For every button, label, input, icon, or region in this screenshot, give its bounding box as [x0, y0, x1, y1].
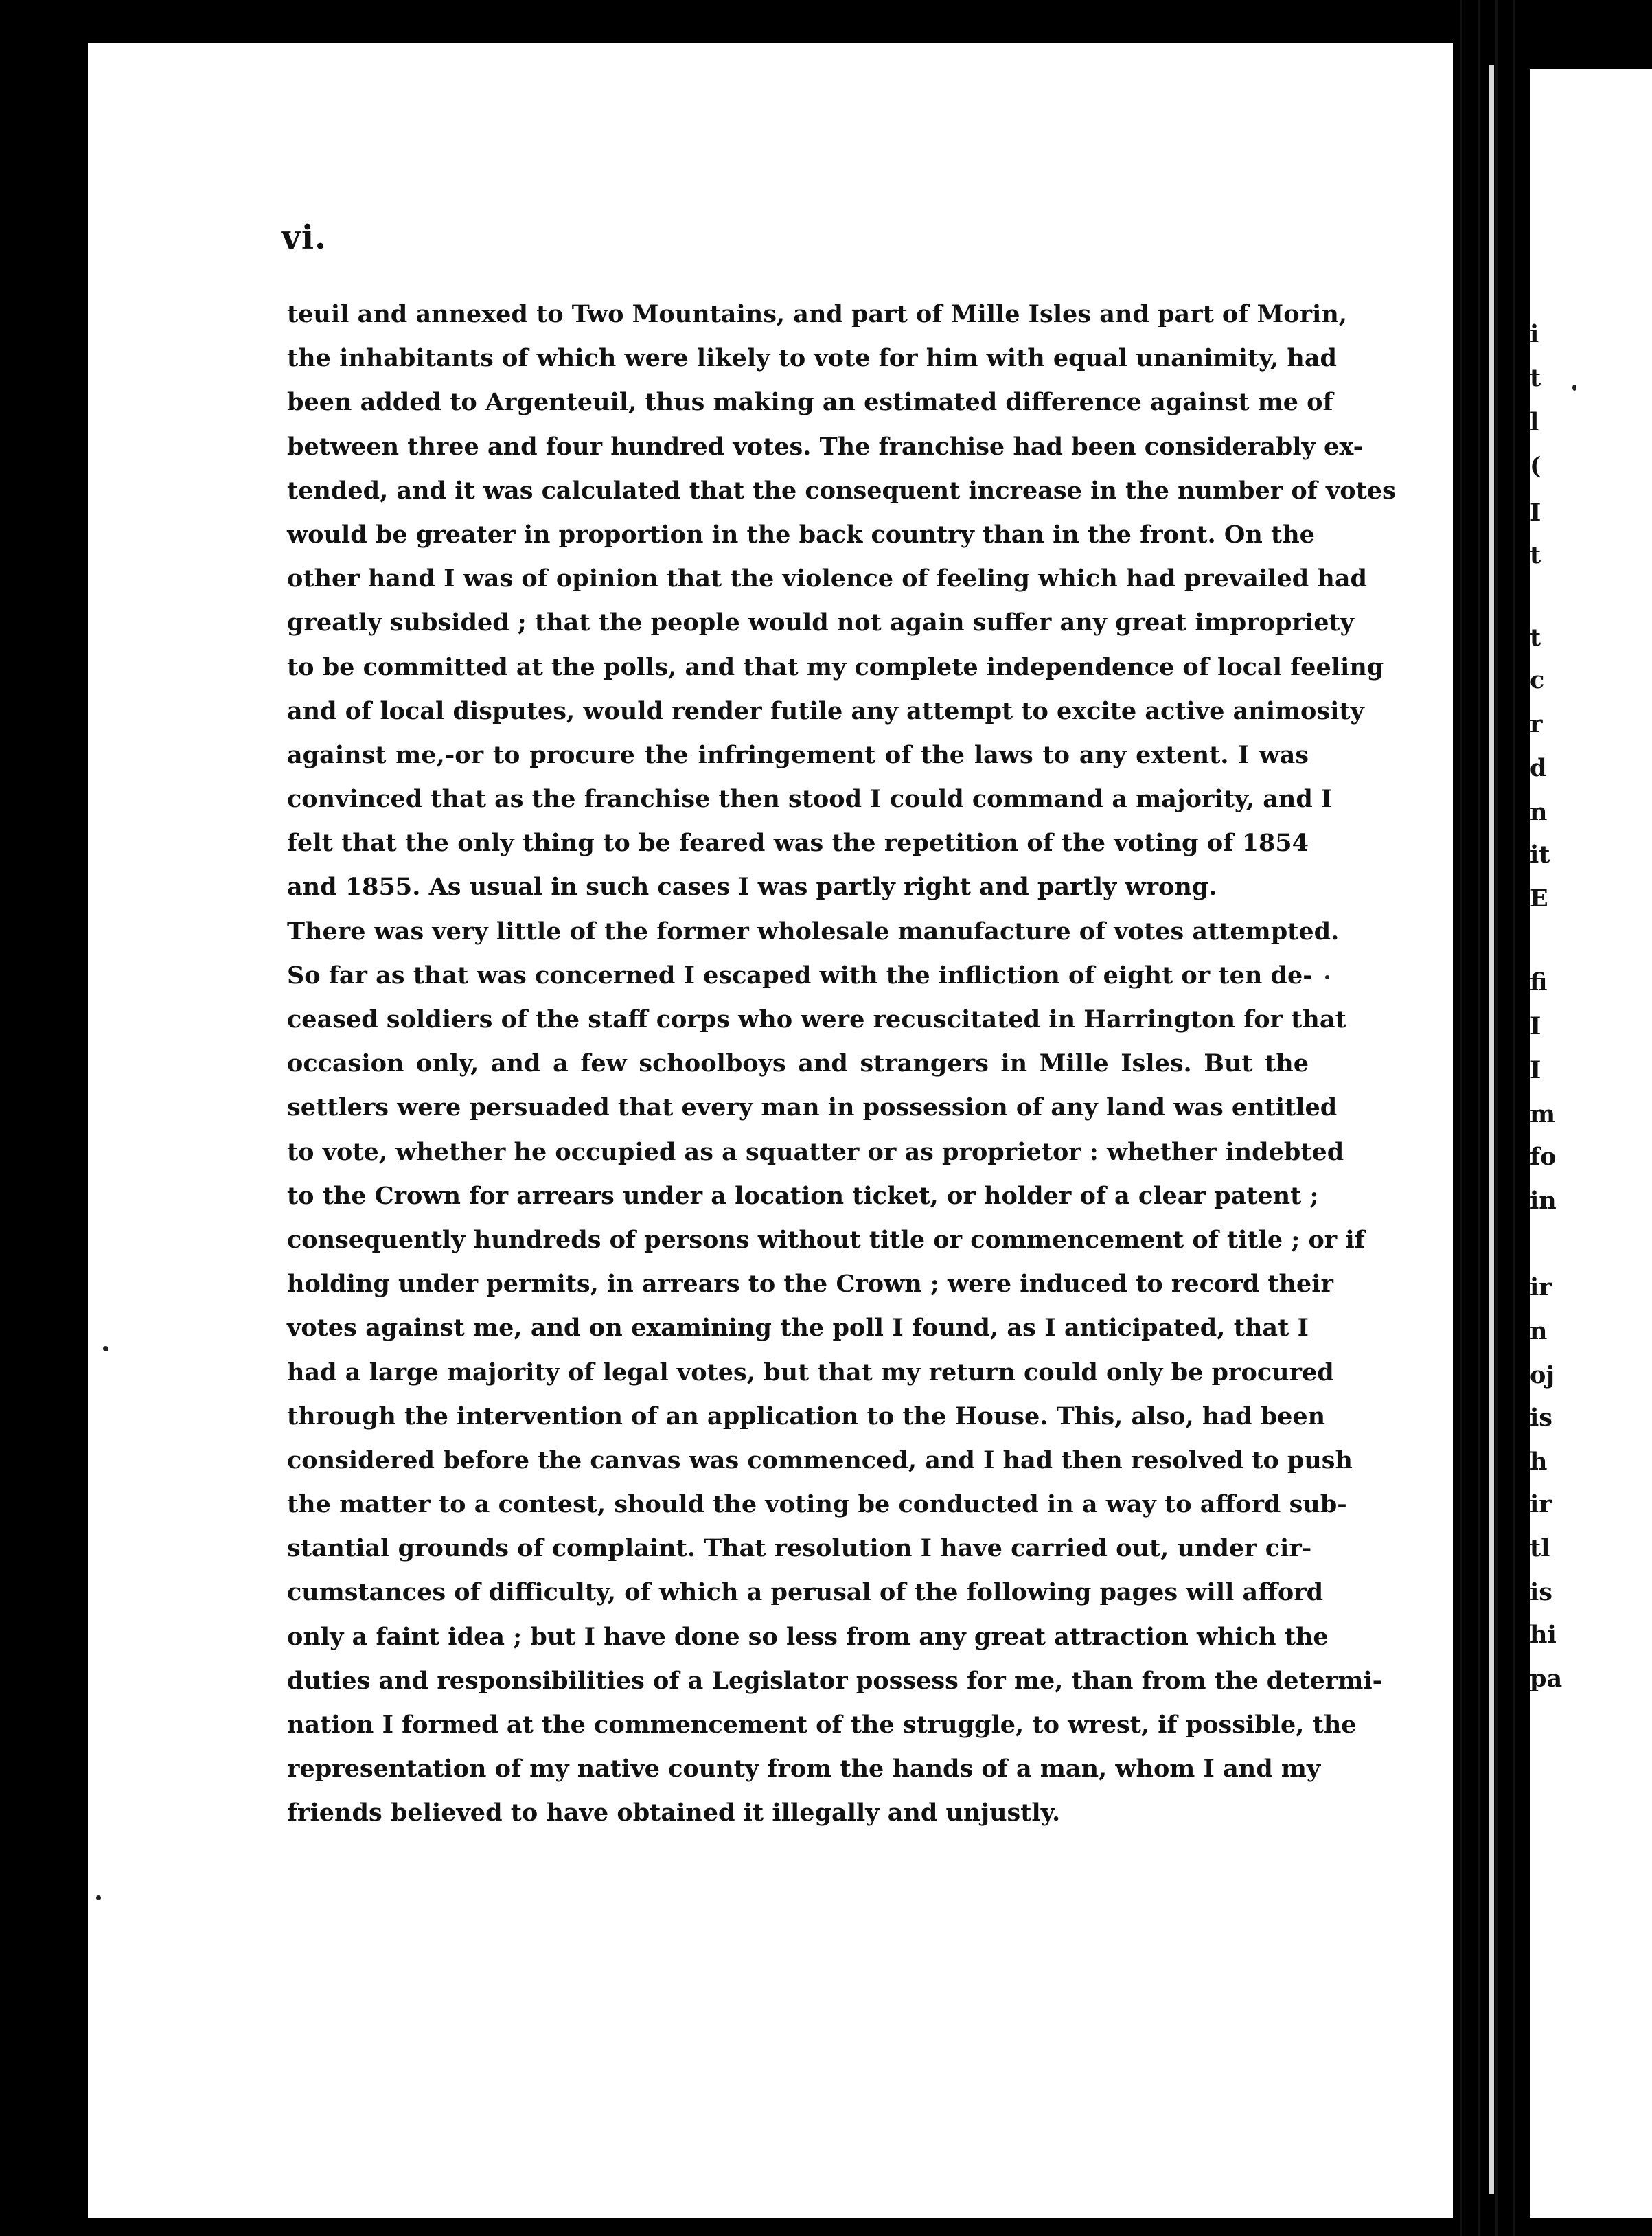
adjacent-text-fragment: c — [1530, 666, 1545, 694]
ink-speck — [96, 1895, 101, 1900]
book-spine — [1453, 0, 1515, 2236]
adjacent-text-fragment: pa — [1530, 1665, 1563, 1693]
text-line: friends believed to have obtained it illegally and unjustly. — [287, 1799, 1061, 1827]
adjacent-text-fragment: ir — [1530, 1490, 1552, 1518]
text-line: There was very little of the former wholesale manufacture of votes attempted. — [287, 917, 1340, 946]
adjacent-text-fragment: oj — [1530, 1361, 1555, 1389]
ink-speck — [103, 1346, 108, 1351]
text-line: the inhabitants of which were likely to vote for him with equal unanimity, had — [287, 344, 1337, 373]
adjacent-text-fragment: n — [1530, 798, 1548, 826]
adjacent-text-fragment: h — [1530, 1448, 1548, 1476]
adjacent-text-fragment: r — [1530, 710, 1543, 738]
text-line: to be committed at the polls, and that my complete independence of local feeling — [287, 652, 1384, 681]
text-line: representation of my native county from the hands of a man, whom I and my — [287, 1755, 1321, 1783]
text-line: had a large majority of legal votes, but that my return could only be procured — [287, 1358, 1334, 1387]
text-line: occasion only, and a few schoolboys and strangers in Mille Isles. But the — [287, 1049, 1309, 1078]
text-line: only a faint idea ; but I have done so less from any great attraction which the — [287, 1622, 1329, 1651]
text-line: convinced that as the franchise then stood I could command a majority, and I — [287, 785, 1333, 814]
ink-speck — [1325, 975, 1329, 979]
adjacent-text-fragment: fi — [1530, 968, 1548, 996]
text-line: to the Crown for arrears under a location ticket, or holder of a clear patent ; — [287, 1181, 1319, 1210]
adjacent-page — [1530, 69, 1652, 2218]
adjacent-text-fragment: it — [1530, 841, 1550, 869]
text-line: ceased soldiers of the staff corps who were recuscitated in Harrington for that — [287, 1005, 1346, 1034]
page-number: vi. — [282, 218, 327, 257]
text-line: nation I formed at the commencement of the struggle, to wrest, if possible, the — [287, 1711, 1357, 1739]
text-line: been added to Argenteuil, thus making an estimated difference against me of — [287, 388, 1333, 417]
adjacent-text-fragment: d — [1530, 754, 1547, 782]
text-line: felt that the only thing to be feared was the repetition of the voting of 1854 — [287, 829, 1309, 858]
adjacent-text-fragment: l — [1530, 408, 1539, 436]
text-line: and 1855. As usual in such cases I was partly right and partly wrong. — [287, 873, 1217, 902]
text-line: votes against me, and on examining the poll I found, as I anticipated, that I — [287, 1314, 1309, 1343]
adjacent-text-fragment: t — [1530, 541, 1541, 569]
adjacent-text-fragment: n — [1530, 1317, 1548, 1345]
adjacent-text-fragment: fo — [1530, 1143, 1557, 1171]
text-line: cumstances of difficulty, of which a perusal of the following pages will afford — [287, 1578, 1324, 1607]
text-line: between three and four hundred votes. The franchise had been considerably ex- — [287, 432, 1364, 461]
adjacent-text-fragment: hi — [1530, 1621, 1557, 1649]
adjacent-text-fragment: I — [1530, 1012, 1541, 1040]
spine-edge — [1489, 65, 1494, 2194]
text-line: teuil and annexed to Two Mountains, and part of Mille Isles and part of Morin, — [287, 300, 1347, 328]
text-line: considered before the canvas was commenced, and I had then resolved to push — [287, 1446, 1353, 1474]
text-line: settlers were persuaded that every man in possession of any land was entitled — [287, 1093, 1338, 1122]
adjacent-text-fragment: tl — [1530, 1534, 1550, 1562]
text-line: the matter to a contest, should the voting be conducted in a way to afford sub- — [287, 1490, 1347, 1519]
ink-speck — [1572, 385, 1576, 391]
adjacent-text-fragment: E — [1530, 885, 1548, 913]
text-line: tended, and it was calculated that the consequent increase in the number of votes — [287, 476, 1396, 505]
adjacent-text-fragment: t — [1530, 364, 1541, 392]
adjacent-text-fragment: in — [1530, 1187, 1557, 1215]
text-line: So far as that was concerned I escaped with the infliction of eight or ten de- — [287, 961, 1313, 990]
page-body-text — [287, 293, 1396, 1836]
text-line: other hand I was of opinion that the violence of feeling which had prevailed had — [287, 564, 1368, 593]
adjacent-text-fragment: I — [1530, 1056, 1541, 1084]
text-line: would be greater in proportion in the back country than in the front. On the — [287, 520, 1315, 549]
adjacent-text-fragment: is — [1530, 1404, 1553, 1432]
text-line: to vote, whether he occupied as a squatter or as proprietor : whether indebted — [287, 1137, 1344, 1166]
text-line: stantial grounds of complaint. That resolution I have carried out, under cir- — [287, 1534, 1312, 1563]
adjacent-text-fragment: I — [1530, 499, 1541, 527]
text-line: and of local disputes, would render futile any attempt to excite active animosity — [287, 696, 1364, 725]
adjacent-text-fragment: t — [1530, 624, 1541, 652]
text-line: holding under permits, in arrears to the Crown ; were induced to record their — [287, 1270, 1333, 1299]
adjacent-text-fragment: i — [1530, 320, 1539, 348]
adjacent-text-fragment: m — [1530, 1100, 1556, 1128]
text-line: against me,-or to procure the infringement of the laws to any extent. I was — [287, 740, 1309, 769]
text-line: through the intervention of an application to the House. This, also, had been — [287, 1402, 1326, 1430]
adjacent-text-fragment: ( — [1530, 452, 1541, 480]
adjacent-text-fragment: ir — [1530, 1273, 1552, 1301]
adjacent-text-fragment: is — [1530, 1578, 1553, 1606]
text-line: consequently hundreds of persons without title or commencement of title ; or if — [287, 1225, 1365, 1254]
text-line: greatly subsided ; that the people would not again suffer any great impropriety — [287, 608, 1354, 637]
text-line: duties and responsibilities of a Legislator possess for me, than from the determi- — [287, 1666, 1383, 1695]
